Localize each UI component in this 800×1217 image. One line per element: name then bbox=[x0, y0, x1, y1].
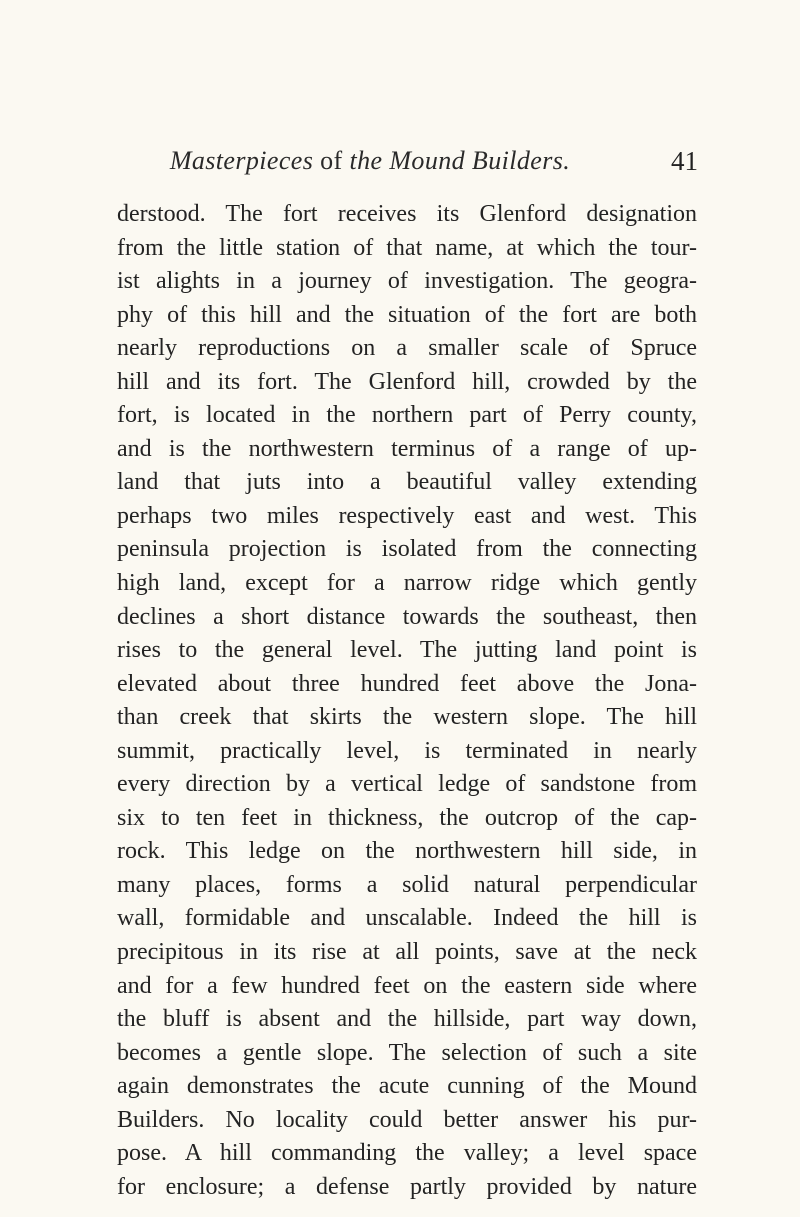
running-head-title-part4: . bbox=[563, 146, 571, 175]
text-line: declines a short distance towards the southeast, then bbox=[117, 603, 697, 630]
running-head-title-part3: the Mound Builders bbox=[349, 146, 564, 175]
body-text bbox=[117, 198, 697, 1204]
text-line: rock. This ledge on the northwestern hill side, in bbox=[117, 838, 697, 865]
running-head-title bbox=[115, 146, 625, 176]
text-line: Builders. No locality could better answer his pur- bbox=[117, 1106, 697, 1133]
text-line: than creek that skirts the western slope. The hill bbox=[117, 704, 697, 731]
running-head bbox=[115, 146, 698, 180]
text-line: and for a few hundred feet on the eastern side where bbox=[117, 972, 697, 999]
text-line: land that juts into a beautiful valley extending bbox=[117, 469, 697, 496]
text-line: again demonstrates the acute cunning of the Mound bbox=[117, 1073, 697, 1100]
text-line: the bluff is absent and the hillside, part way down, bbox=[117, 1006, 697, 1033]
text-line: high land, except for a narrow ridge which gently bbox=[117, 570, 697, 597]
text-line: ist alights in a journey of investigation. The geogra- bbox=[117, 268, 697, 295]
text-line: pose. A hill commanding the valley; a level space bbox=[117, 1140, 697, 1167]
text-line: six to ten feet in thickness, the outcrop of the cap- bbox=[117, 804, 697, 831]
page-number: 41 bbox=[671, 146, 698, 176]
running-head-title-part1: Masterpieces bbox=[169, 146, 314, 175]
text-line: from the little station of that name, at which the tour- bbox=[117, 234, 697, 261]
text-line: elevated about three hundred feet above the Jona- bbox=[117, 670, 697, 697]
text-line: hill and its fort. The Glenford hill, crowded by the bbox=[117, 368, 697, 395]
text-line: wall, formidable and unscalable. Indeed the hill is bbox=[117, 905, 697, 932]
text-line: for enclosure; a defense partly provided by nature bbox=[117, 1173, 697, 1200]
running-head-title-part2: of bbox=[313, 146, 350, 175]
text-line: precipitous in its rise at all points, save at the neck bbox=[117, 939, 697, 966]
text-line: perhaps two miles respectively east and west. This bbox=[117, 502, 697, 529]
text-line: summit, practically level, is terminated in nearly bbox=[117, 737, 697, 764]
text-line: becomes a gentle slope. The selection of such a site bbox=[117, 1039, 697, 1066]
text-line: peninsula projection is isolated from the connecting bbox=[117, 536, 697, 563]
text-line: every direction by a vertical ledge of sandstone from bbox=[117, 771, 697, 798]
text-line: nearly reproductions on a smaller scale of Spruce bbox=[117, 335, 697, 362]
text-line: fort, is located in the northern part of Perry county, bbox=[117, 402, 697, 429]
text-line: many places, forms a solid natural perpendicular bbox=[117, 871, 697, 898]
text-line: derstood. The fort receives its Glenford designation bbox=[117, 201, 697, 227]
text-line: and is the northwestern terminus of a range of up- bbox=[117, 435, 697, 462]
text-line: phy of this hill and the situation of the fort are both bbox=[117, 301, 697, 328]
text-line: rises to the general level. The jutting land point is bbox=[117, 637, 697, 664]
